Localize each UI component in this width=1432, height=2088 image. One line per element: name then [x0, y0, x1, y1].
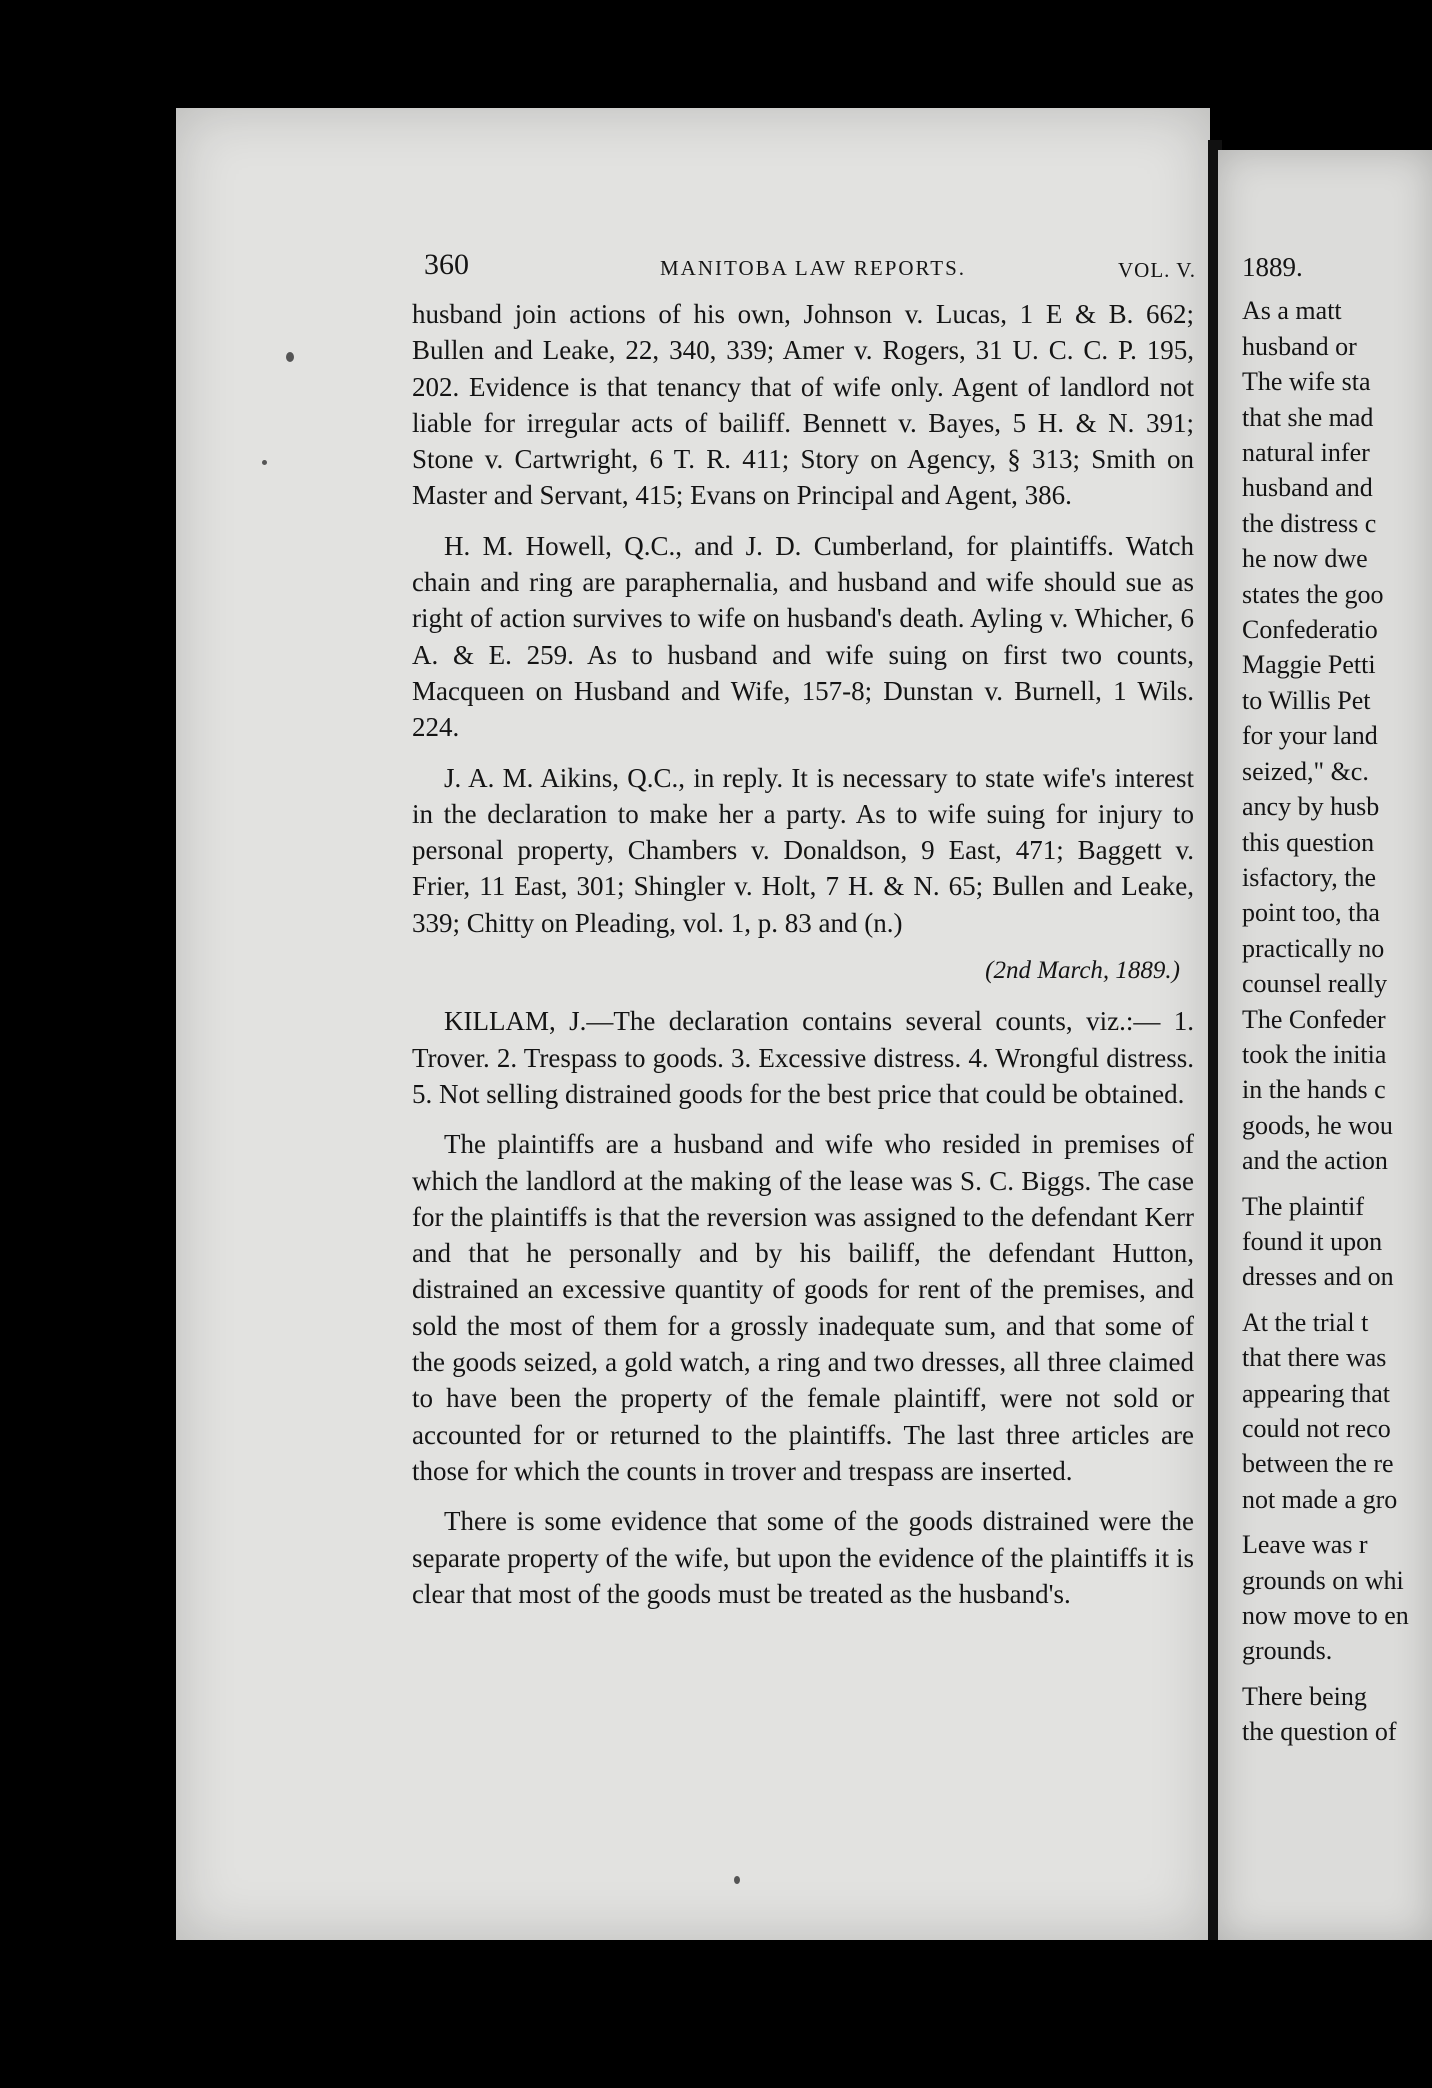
right-line: that there was	[1242, 1343, 1387, 1373]
right-line: to Willis Pet	[1242, 685, 1371, 715]
right-line: point too, tha	[1242, 898, 1380, 928]
right-line: Maggie Petti	[1242, 650, 1376, 680]
right-line: the distress c	[1242, 508, 1377, 538]
right-line: husband and	[1242, 473, 1373, 503]
right-line: that she mad	[1242, 402, 1374, 432]
right-line: and the action	[1242, 1146, 1388, 1176]
volume-label: VOL. V.	[1118, 258, 1196, 282]
right-line: isfactory, the	[1242, 862, 1377, 892]
scan-speck	[734, 1876, 740, 1884]
right-line: At the trial t	[1242, 1307, 1369, 1337]
right-page-body	[1242, 250, 1432, 1750]
scan-speck	[262, 460, 267, 465]
left-page-body	[412, 296, 1194, 1612]
right-line: between the re	[1242, 1449, 1394, 1479]
right-line: husband or	[1242, 331, 1357, 361]
right-line: natural infer	[1242, 438, 1370, 468]
argument-paragraph-1: husband join actions of his own, Johnson v. Lucas, 1 E & B. 662; Bullen and Leake, 22, 340, 339; Amer v. Rogers, 31 U. C. C. P. 195, 202. Evidence is that tenancy that of wife only. Agent of landlord not liable for irregular acts of bailiff. Bennett v. Bayes, 5 H. & N. 391; Stone v. Cartwright, 6 T. R. 411; Story on Agency, § 313; Smith on Master and Servant, 415; Evans on Principal and Agent, 386.	[412, 299, 1194, 511]
right-line: in the hands c	[1242, 1075, 1386, 1105]
right-line: he now dwe	[1242, 544, 1368, 574]
right-line: states the goo	[1242, 579, 1384, 609]
right-page-year: 1889.	[1242, 252, 1303, 282]
judgment-paragraph-2: The plaintiffs are a husband and wife who resided in premises of which the landlord at the making of the lease was S. C. Biggs. The case for the plaintiffs is that the reversion was assigned to the defendant Kerr and that he personally and by his bailiff, the defendant Hutton, distrained an excessive quantity of goods for rent of the premises, and sold the most of them for a grossly inadequate sum, and that some of the goods seized, a gold watch, a ring and two dresses, all three claimed to have been the property of the female plaintiff, were not sold or accounted for or returned to the plaintiffs. The last three articles are those for which the counts in trover and trespass are inserted.	[412, 1129, 1194, 1486]
right-line: counsel really	[1242, 969, 1388, 999]
right-line: grounds on whi	[1242, 1565, 1404, 1595]
right-line: the question of	[1242, 1717, 1397, 1747]
judgment-paragraph-1: KILLAM, J.—The declaration contains several counts, viz.:— 1. Trover. 2. Trespass to goods. 3. Excessive distress. 4. Wrongful distress. 5. Not selling distrained goods for the best price that could be obtained.	[412, 1006, 1194, 1109]
right-line: appearing that	[1242, 1378, 1390, 1408]
running-title: MANITOBA LAW REPORTS.	[660, 256, 967, 280]
right-line: now move to en	[1242, 1601, 1409, 1631]
right-line: The wife sta	[1242, 367, 1371, 397]
right-line: found it upon	[1242, 1226, 1383, 1256]
page-number: 360	[424, 248, 469, 281]
right-line: The plaintif	[1242, 1191, 1365, 1221]
right-line: seized," &c.	[1242, 756, 1369, 786]
right-line: this question	[1242, 827, 1375, 857]
page-header	[424, 248, 1204, 288]
right-line: could not reco	[1242, 1414, 1391, 1443]
right-line: ancy by husb	[1242, 792, 1380, 822]
argument-paragraph-2: H. M. Howell, Q.C., and J. D. Cumberland, for plaintiffs. Watch chain and ring are paraphernalia, and husband and wife should sue as right of action survives to wife on husband's death. Ayling v. Whicher, 6 A. & E. 259. As to husband and wife suing on first two counts, Macqueen on Husband and Wife, 157-8; Dunstan v. Burnell, 1 Wils. 224.	[412, 530, 1194, 743]
judgment-date: (2nd March, 1889.)	[985, 957, 1180, 985]
right-line: Leave was r	[1242, 1530, 1368, 1560]
right-line: dresses and on	[1242, 1262, 1394, 1292]
right-line: As a matt	[1242, 296, 1342, 326]
right-line: grounds.	[1242, 1636, 1333, 1666]
right-line: for your land	[1242, 721, 1378, 751]
scan-speck	[286, 352, 294, 362]
judgment-paragraph-3: There is some evidence that some of the goods distrained were the separate property of the wife, but upon the evidence of the plaintiffs it is clear that most of the goods must be treated as the husband's.	[412, 1506, 1194, 1609]
right-line: goods, he wou	[1242, 1110, 1393, 1140]
right-line: took the initia	[1242, 1039, 1387, 1069]
right-line: There being	[1242, 1681, 1367, 1711]
reply-paragraph: J. A. M. Aikins, Q.C., in reply. It is necessary to state wife's interest in the declaration to make her a party. As to wife suing for injury to personal property, Chambers v. Donaldson, 9 East, 471; Baggett v. Frier, 11 East, 301; Shingler v. Holt, 7 H. & N. 65; Bullen and Leake, 339; Chitty on Pleading, vol. 1, p. 83 and (n.)	[412, 762, 1194, 938]
right-line: The Confeder	[1242, 1004, 1386, 1034]
right-line: not made a gro	[1242, 1484, 1398, 1514]
right-line: Confederatio	[1242, 615, 1378, 645]
right-line: practically no	[1242, 933, 1385, 963]
